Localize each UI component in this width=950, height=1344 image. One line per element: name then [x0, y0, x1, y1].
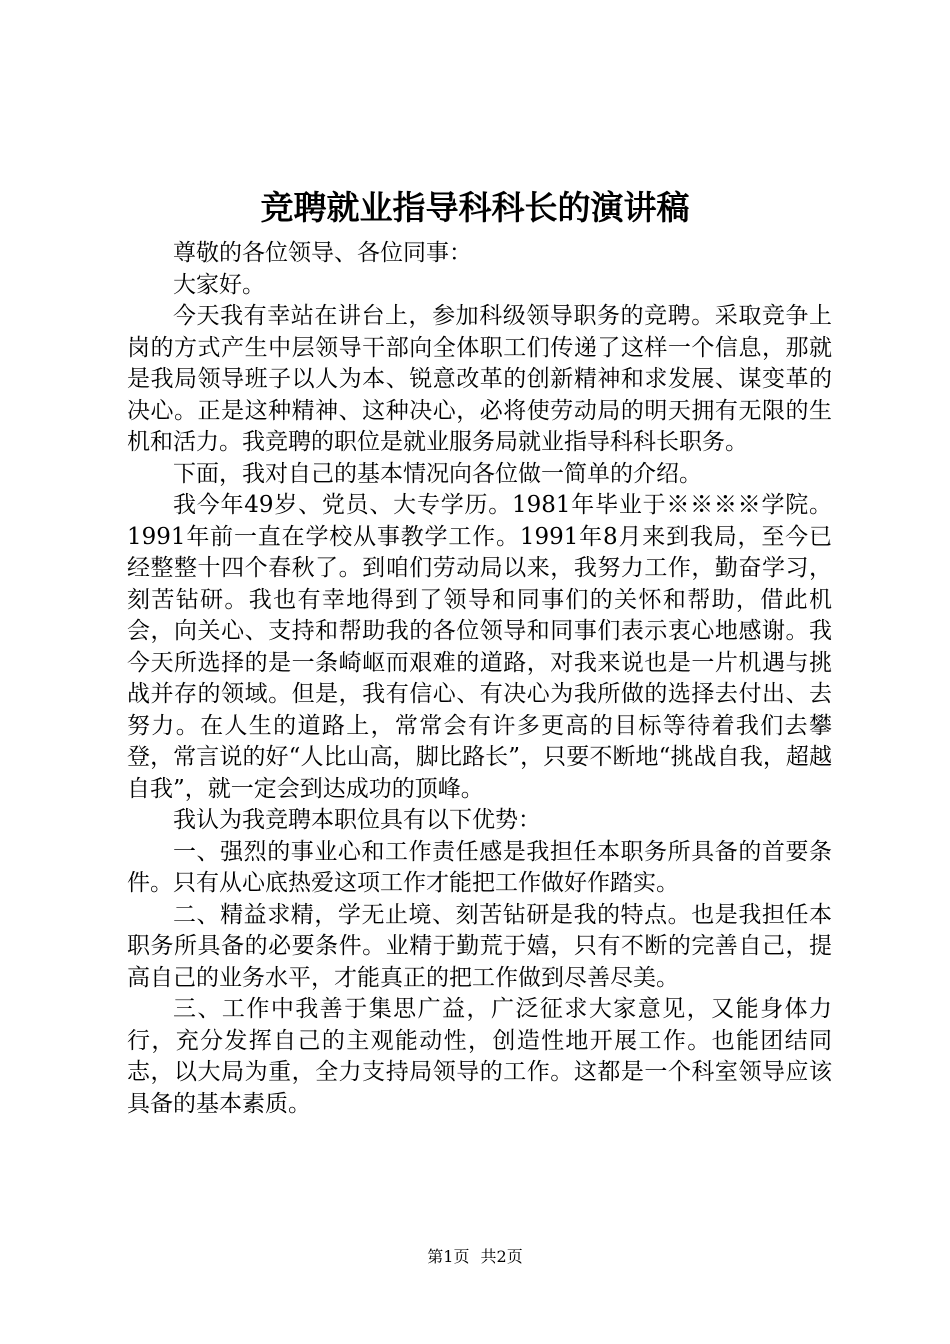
intro-paragraph: 今天我有幸站在讲台上，参加科级领导职务的竞聘。采取竞争上岗的方式产生中层领导干部向全体职工们传递了这样一个信息，那就是我局领导班子以人为本、锐意改革的创新精神和求发展、谋变革的决心。正是这种精神、这种决心，必将使劳动局的明天拥有无限的生机和活力。我竞聘的职位是就业服务局就业指导科科长职务。: [127, 303, 832, 455]
transition-paragraph: 下面，我对自己的基本情况向各位做一简单的介绍。: [173, 460, 702, 487]
background-paragraph: 我今年49岁、党员、大专学历。1981年毕业于※※※※学院。1991年前一直在学校从事教学工作。1991年8月来到我局，至今已经整整十四个春秋了。到咱们劳动局以来，我努力工作，勤奋学习，刻苦钻研。我也有幸地得到了领导和同事们的关怀和帮助，借此机会，向关心、支持和帮助我的各位领导和同事们表示衷心地感谢。我今天所选择的是一条崎岖而艰难的道路，对我来说也是一片机遇与挑战并存的领域。但是，我有信心、有决心为我所做的选择去付出、去努力。在人生的道路上，常常会有许多更高的目标等待着我们去攀登，常言说的好“人比山高，脚比路长”，只要不断地“挑战自我，超越自我”，就一定会到达成功的顶峰。: [127, 492, 832, 802]
salutation-paragraph: 尊敬的各位领导、各位同事：: [173, 240, 472, 266]
page-footer: [0, 1247, 950, 1267]
advantages-heading-paragraph: 我认为我竞聘本职位具有以下优势：: [173, 807, 541, 833]
advantage-one-paragraph: 一、强烈的事业心和工作责任感是我担任本职务所具备的首要条件。只有从心底热爱这项工作才能把工作做好作踏实。: [127, 838, 832, 896]
page-total: 共2页: [480, 1247, 523, 1266]
document-body: [127, 238, 832, 1120]
greeting-paragraph: 大家好。: [173, 271, 265, 298]
document-title: 竞聘就业指导科科长的演讲稿: [260, 188, 690, 227]
page-number: 第1页: [427, 1247, 470, 1266]
advantage-two-paragraph: 二、精益求精，学无止境、刻苦钻研是我的特点。也是我担任本职务所具备的必要条件。业精于勤荒于嬉，只有不断的完善自己，提高自己的业务水平，才能真正的把工作做到尽善尽美。: [127, 901, 832, 991]
advantage-three-paragraph: 三、工作中我善于集思广益，广泛征求大家意见，又能身体力行，充分发挥自己的主观能动性，创造性地开展工作。也能团结同志，以大局为重，全力支持局领导的工作。这都是一个科室领导应该具备的基本素质。: [127, 996, 832, 1117]
